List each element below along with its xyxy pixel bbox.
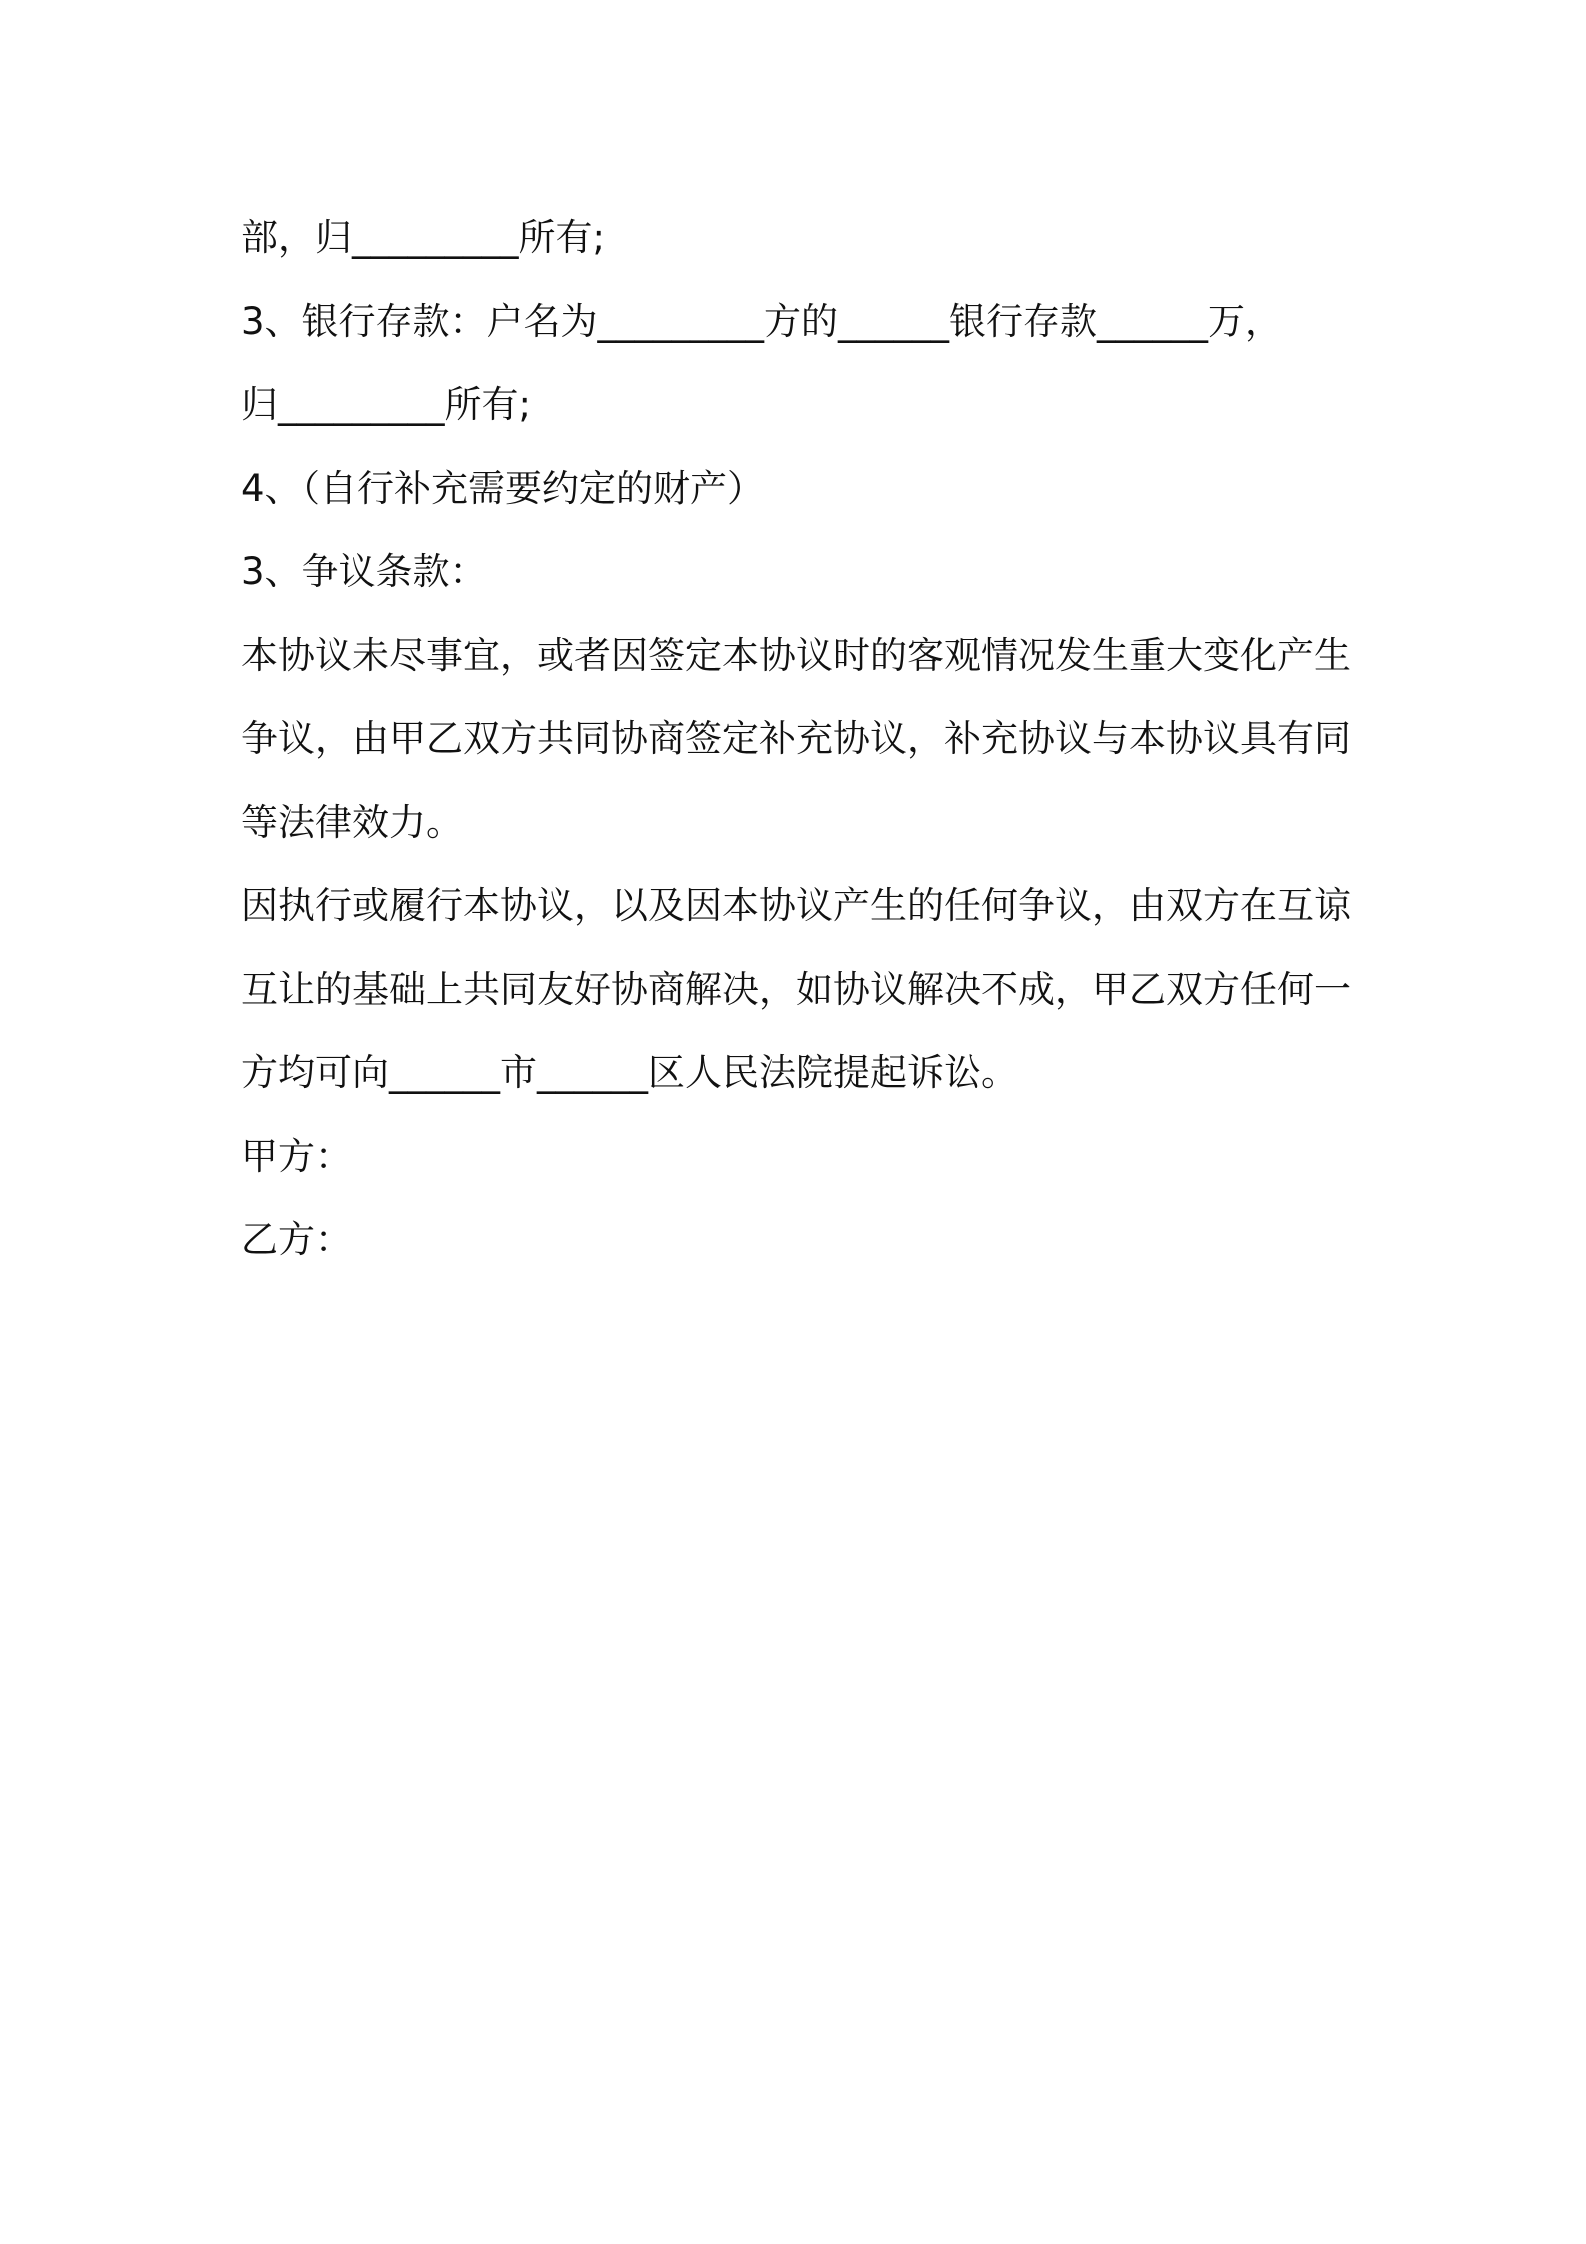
dispute-paragraph-1-line-2: 争议，由甲乙双方共同协商签定补充协议，补充协议与本协议具有同 — [241, 717, 1351, 760]
dispute-paragraph-2-line-3: 方均可向______市______区人民法院提起诉讼。 — [241, 1051, 1018, 1094]
document-body — [241, 196, 1361, 1282]
dispute-clause-heading: 3、争议条款： — [241, 550, 487, 593]
dispute-paragraph-1-line-1: 本协议未尽事宜，或者因签定本协议时的客观情况发生重大变化产生 — [241, 633, 1351, 677]
asset-item-bank-deposit: 3、银行存款：户名为_________方的______银行存款______万， — [241, 299, 1283, 343]
asset-item-continuation: 部，归_________所有; — [241, 216, 605, 259]
asset-item-bank-deposit-continuation: 归_________所有; — [241, 383, 531, 426]
dispute-paragraph-2-line-2: 互让的基础上共同友好协商解决，如协议解决不成，甲乙双方任何一 — [241, 967, 1351, 1011]
dispute-paragraph-1-line-3: 等法律效力。 — [241, 800, 463, 844]
party-b-signature: 乙方： — [241, 1218, 352, 1261]
dispute-paragraph-2-line-1: 因执行或履行本协议，以及因本协议产生的任何争议，由双方在互谅 — [241, 884, 1351, 927]
party-a-signature: 甲方： — [241, 1134, 352, 1178]
asset-item-other: 4、（自行补充需要约定的财产） — [241, 466, 765, 510]
